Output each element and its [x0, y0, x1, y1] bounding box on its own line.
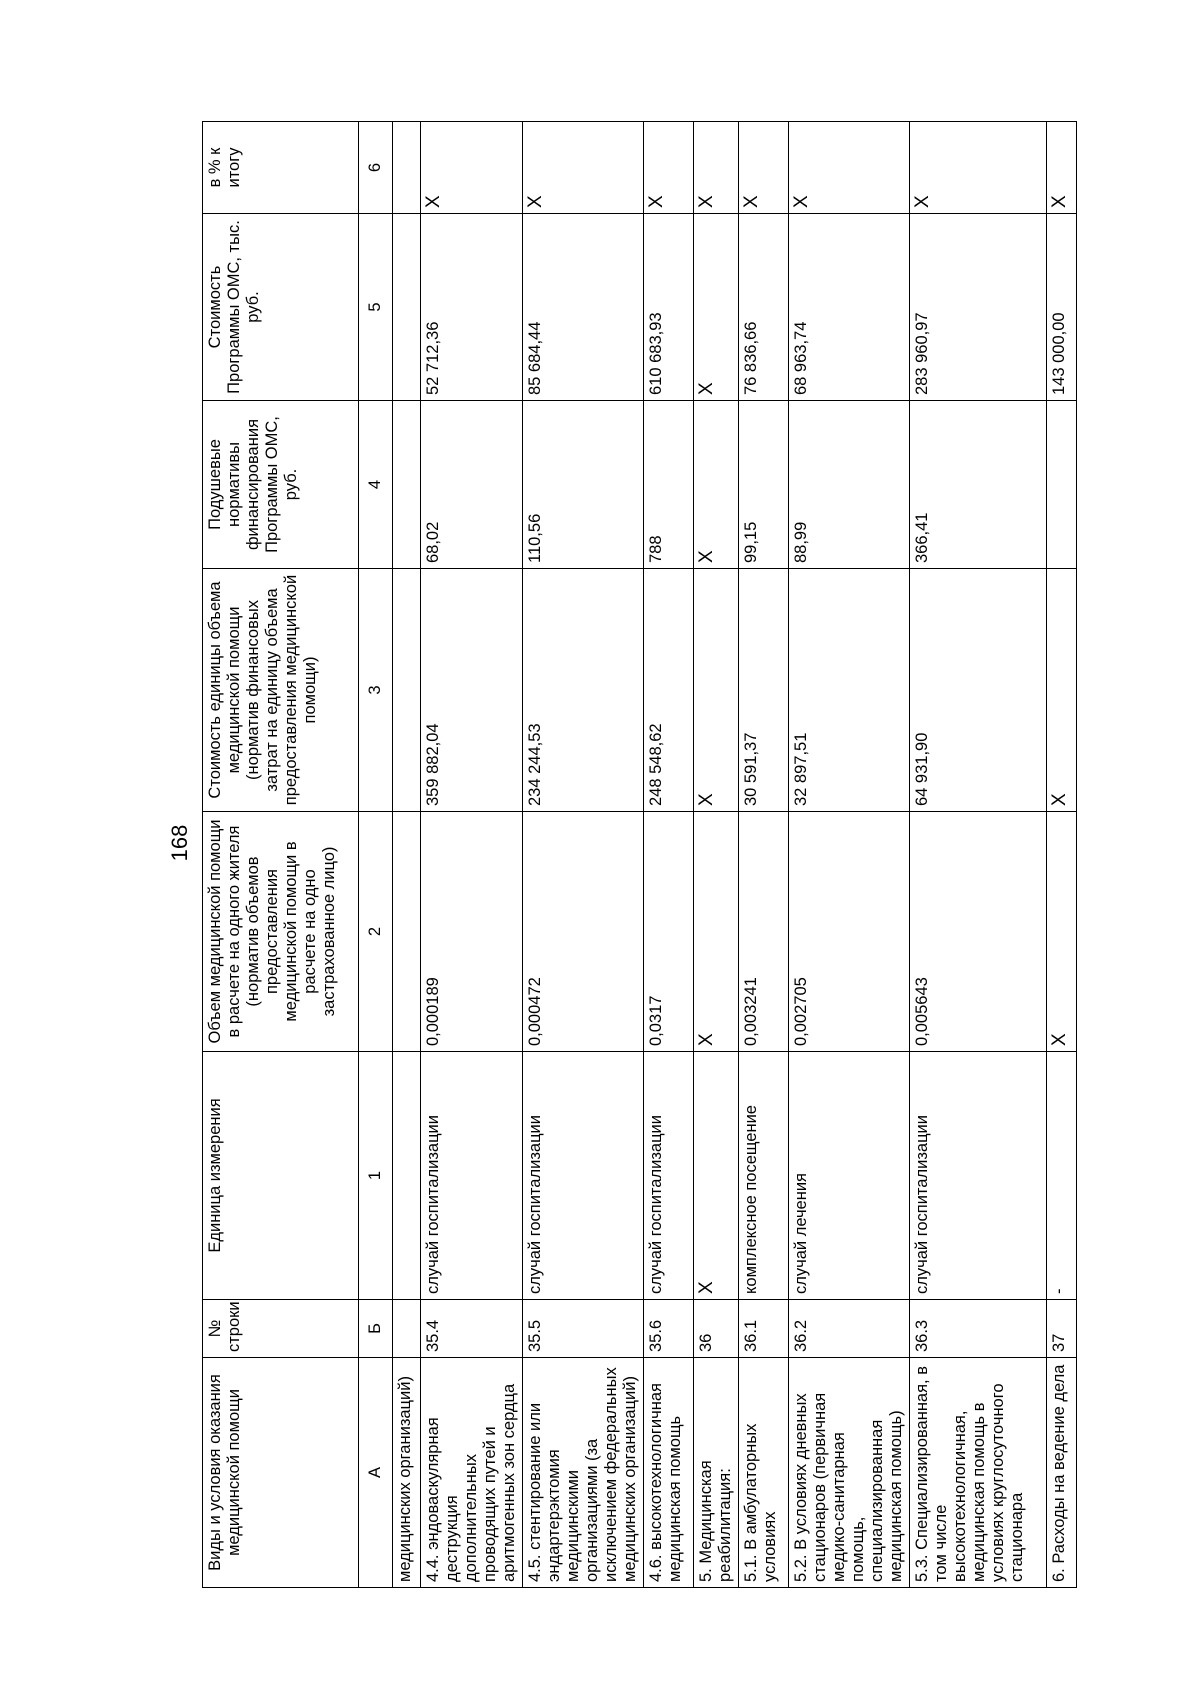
index-4: 4 — [359, 401, 393, 569]
cell-unit: случай госпитализации — [523, 1052, 644, 1300]
header-row-number: № строки — [203, 1300, 359, 1358]
cell-volume — [393, 812, 421, 1052]
cell-row-number: 35.5 — [523, 1300, 644, 1358]
cell-program-cost: 143 000,00 — [1047, 214, 1077, 401]
cell-program-cost: Х — [694, 214, 739, 401]
cell-kind: 5.3. Специализированная, в том числе высокотехнологичная, медицинская помощь в условиях круглосуточного стационара — [910, 1358, 1047, 1588]
index-6: 6 — [359, 122, 393, 214]
cell-unit-cost — [393, 569, 421, 812]
cell-volume: 0,0317 — [644, 812, 694, 1052]
cell-percent: Х — [789, 122, 910, 214]
cell-volume: Х — [694, 812, 739, 1052]
cell-kind: 5.1. В амбулаторных условиях — [739, 1358, 789, 1588]
header-unit-cost: Стоимость единицы объема медицинской помощи (норматив финансовых затрат на единицу объема предоставления медицинской помощи) — [203, 569, 359, 812]
cell-unit-cost: 248 548,62 — [644, 569, 694, 812]
cell-unit-cost: 359 882,04 — [421, 569, 523, 812]
table-row — [393, 122, 421, 1588]
cell-percent: Х — [910, 122, 1047, 214]
cell-row-number: 37 — [1047, 1300, 1077, 1358]
cell-percent — [393, 122, 421, 214]
cell-row-number — [393, 1300, 421, 1358]
table-row — [523, 122, 644, 1588]
table-row — [1047, 122, 1077, 1588]
header-per-capita: Подушевые нормативы финансирования Программы ОМС, руб. — [203, 401, 359, 569]
header-unit: Единица измерения — [203, 1052, 359, 1300]
cell-percent: Х — [1047, 122, 1077, 214]
cell-volume: 0,000472 — [523, 812, 644, 1052]
page-number: 168 — [167, 824, 192, 862]
cell-unit: случай лечения — [789, 1052, 910, 1300]
header-row — [203, 122, 359, 1588]
cell-per-capita: Х — [694, 401, 739, 569]
cell-row-number: 36.1 — [739, 1300, 789, 1358]
index-b: Б — [359, 1300, 393, 1358]
cell-row-number: 35.4 — [421, 1300, 523, 1358]
cell-percent: Х — [644, 122, 694, 214]
index-5: 5 — [359, 214, 393, 401]
cell-kind: 6. Расходы на ведение дела — [1047, 1358, 1077, 1588]
cell-unit-cost: 234 244,53 — [523, 569, 644, 812]
cell-program-cost: 610 683,93 — [644, 214, 694, 401]
cell-kind: 5.2. В условиях дневных стационаров (первичная медико-санитарная помощь, специализированная медицинская помощь) — [789, 1358, 910, 1588]
cell-row-number: 35.6 — [644, 1300, 694, 1358]
cell-per-capita — [393, 401, 421, 569]
cell-program-cost: 283 960,97 — [910, 214, 1047, 401]
cell-program-cost — [393, 214, 421, 401]
header-kind: Виды и условия оказания медицинской помощи — [203, 1358, 359, 1588]
cell-unit: случай госпитализации — [421, 1052, 523, 1300]
header-percent: в % к итогу — [203, 122, 359, 214]
index-1: 1 — [359, 1052, 393, 1300]
table-row — [644, 122, 694, 1588]
cell-row-number: 36.2 — [789, 1300, 910, 1358]
cell-percent: Х — [523, 122, 644, 214]
cell-per-capita: 366,41 — [910, 401, 1047, 569]
cell-volume: 0,002705 — [789, 812, 910, 1052]
cell-kind: 4.4. эндоваскулярная деструкция дополнительных проводящих путей и аритмогенных зон сердца — [421, 1358, 523, 1588]
cell-kind: 4.6. высокотехнологичная медицинская помощь — [644, 1358, 694, 1588]
cell-row-number: 36 — [694, 1300, 739, 1358]
index-3: 3 — [359, 569, 393, 812]
table-row — [789, 122, 910, 1588]
index-a: А — [359, 1358, 393, 1588]
cell-unit — [393, 1052, 421, 1300]
cell-per-capita: 788 — [644, 401, 694, 569]
cell-unit-cost: Х — [694, 569, 739, 812]
cell-volume: Х — [1047, 812, 1077, 1052]
cell-per-capita: 88,99 — [789, 401, 910, 569]
cell-per-capita: 110,56 — [523, 401, 644, 569]
cell-kind: 4.5. стентирование или эндартерэктомия медицинскими организациями (за исключением федеральных медицинских организаций) — [523, 1358, 644, 1588]
index-2: 2 — [359, 812, 393, 1052]
column-index-row — [359, 122, 393, 1588]
cell-program-cost: 68 963,74 — [789, 214, 910, 401]
cell-volume: 0,003241 — [739, 812, 789, 1052]
rotated-table-wrapper — [202, 122, 1077, 1588]
cell-unit: случай госпитализации — [910, 1052, 1047, 1300]
cell-per-capita — [1047, 401, 1077, 569]
cell-unit: комплексное посещение — [739, 1052, 789, 1300]
cell-percent: Х — [694, 122, 739, 214]
header-program-cost: Стоимость Программы ОМС, тыс. руб. — [203, 214, 359, 401]
cell-unit: - — [1047, 1052, 1077, 1300]
cell-unit-cost: 32 897,51 — [789, 569, 910, 812]
cell-per-capita: 68,02 — [421, 401, 523, 569]
cell-program-cost: 85 684,44 — [523, 214, 644, 401]
cell-per-capita: 99,15 — [739, 401, 789, 569]
cell-program-cost: 52 712,36 — [421, 214, 523, 401]
table-row — [739, 122, 789, 1588]
cell-unit-cost: 64 931,90 — [910, 569, 1047, 812]
cell-unit: Х — [694, 1052, 739, 1300]
table-row — [421, 122, 523, 1588]
cell-percent: Х — [739, 122, 789, 214]
cell-kind: 5. Медицинская реабилитация: — [694, 1358, 739, 1588]
cell-percent: Х — [421, 122, 523, 214]
cell-volume: 0,000189 — [421, 812, 523, 1052]
cell-program-cost: 76 836,66 — [739, 214, 789, 401]
cell-unit-cost: Х — [1047, 569, 1077, 812]
cell-unit-cost: 30 591,37 — [739, 569, 789, 812]
table-row — [910, 122, 1047, 1588]
table-row — [694, 122, 739, 1588]
cell-kind: медицинских организаций) — [393, 1358, 421, 1588]
cell-volume: 0,005643 — [910, 812, 1047, 1052]
cell-unit: случай госпитализации — [644, 1052, 694, 1300]
header-volume: Объем медицинской помощи в расчете на одного жителя (норматив объемов предоставления медицинской помощи в расчете на одно застрахованное лицо) — [203, 812, 359, 1052]
cell-row-number: 36.3 — [910, 1300, 1047, 1358]
financing-table — [202, 121, 1077, 1588]
